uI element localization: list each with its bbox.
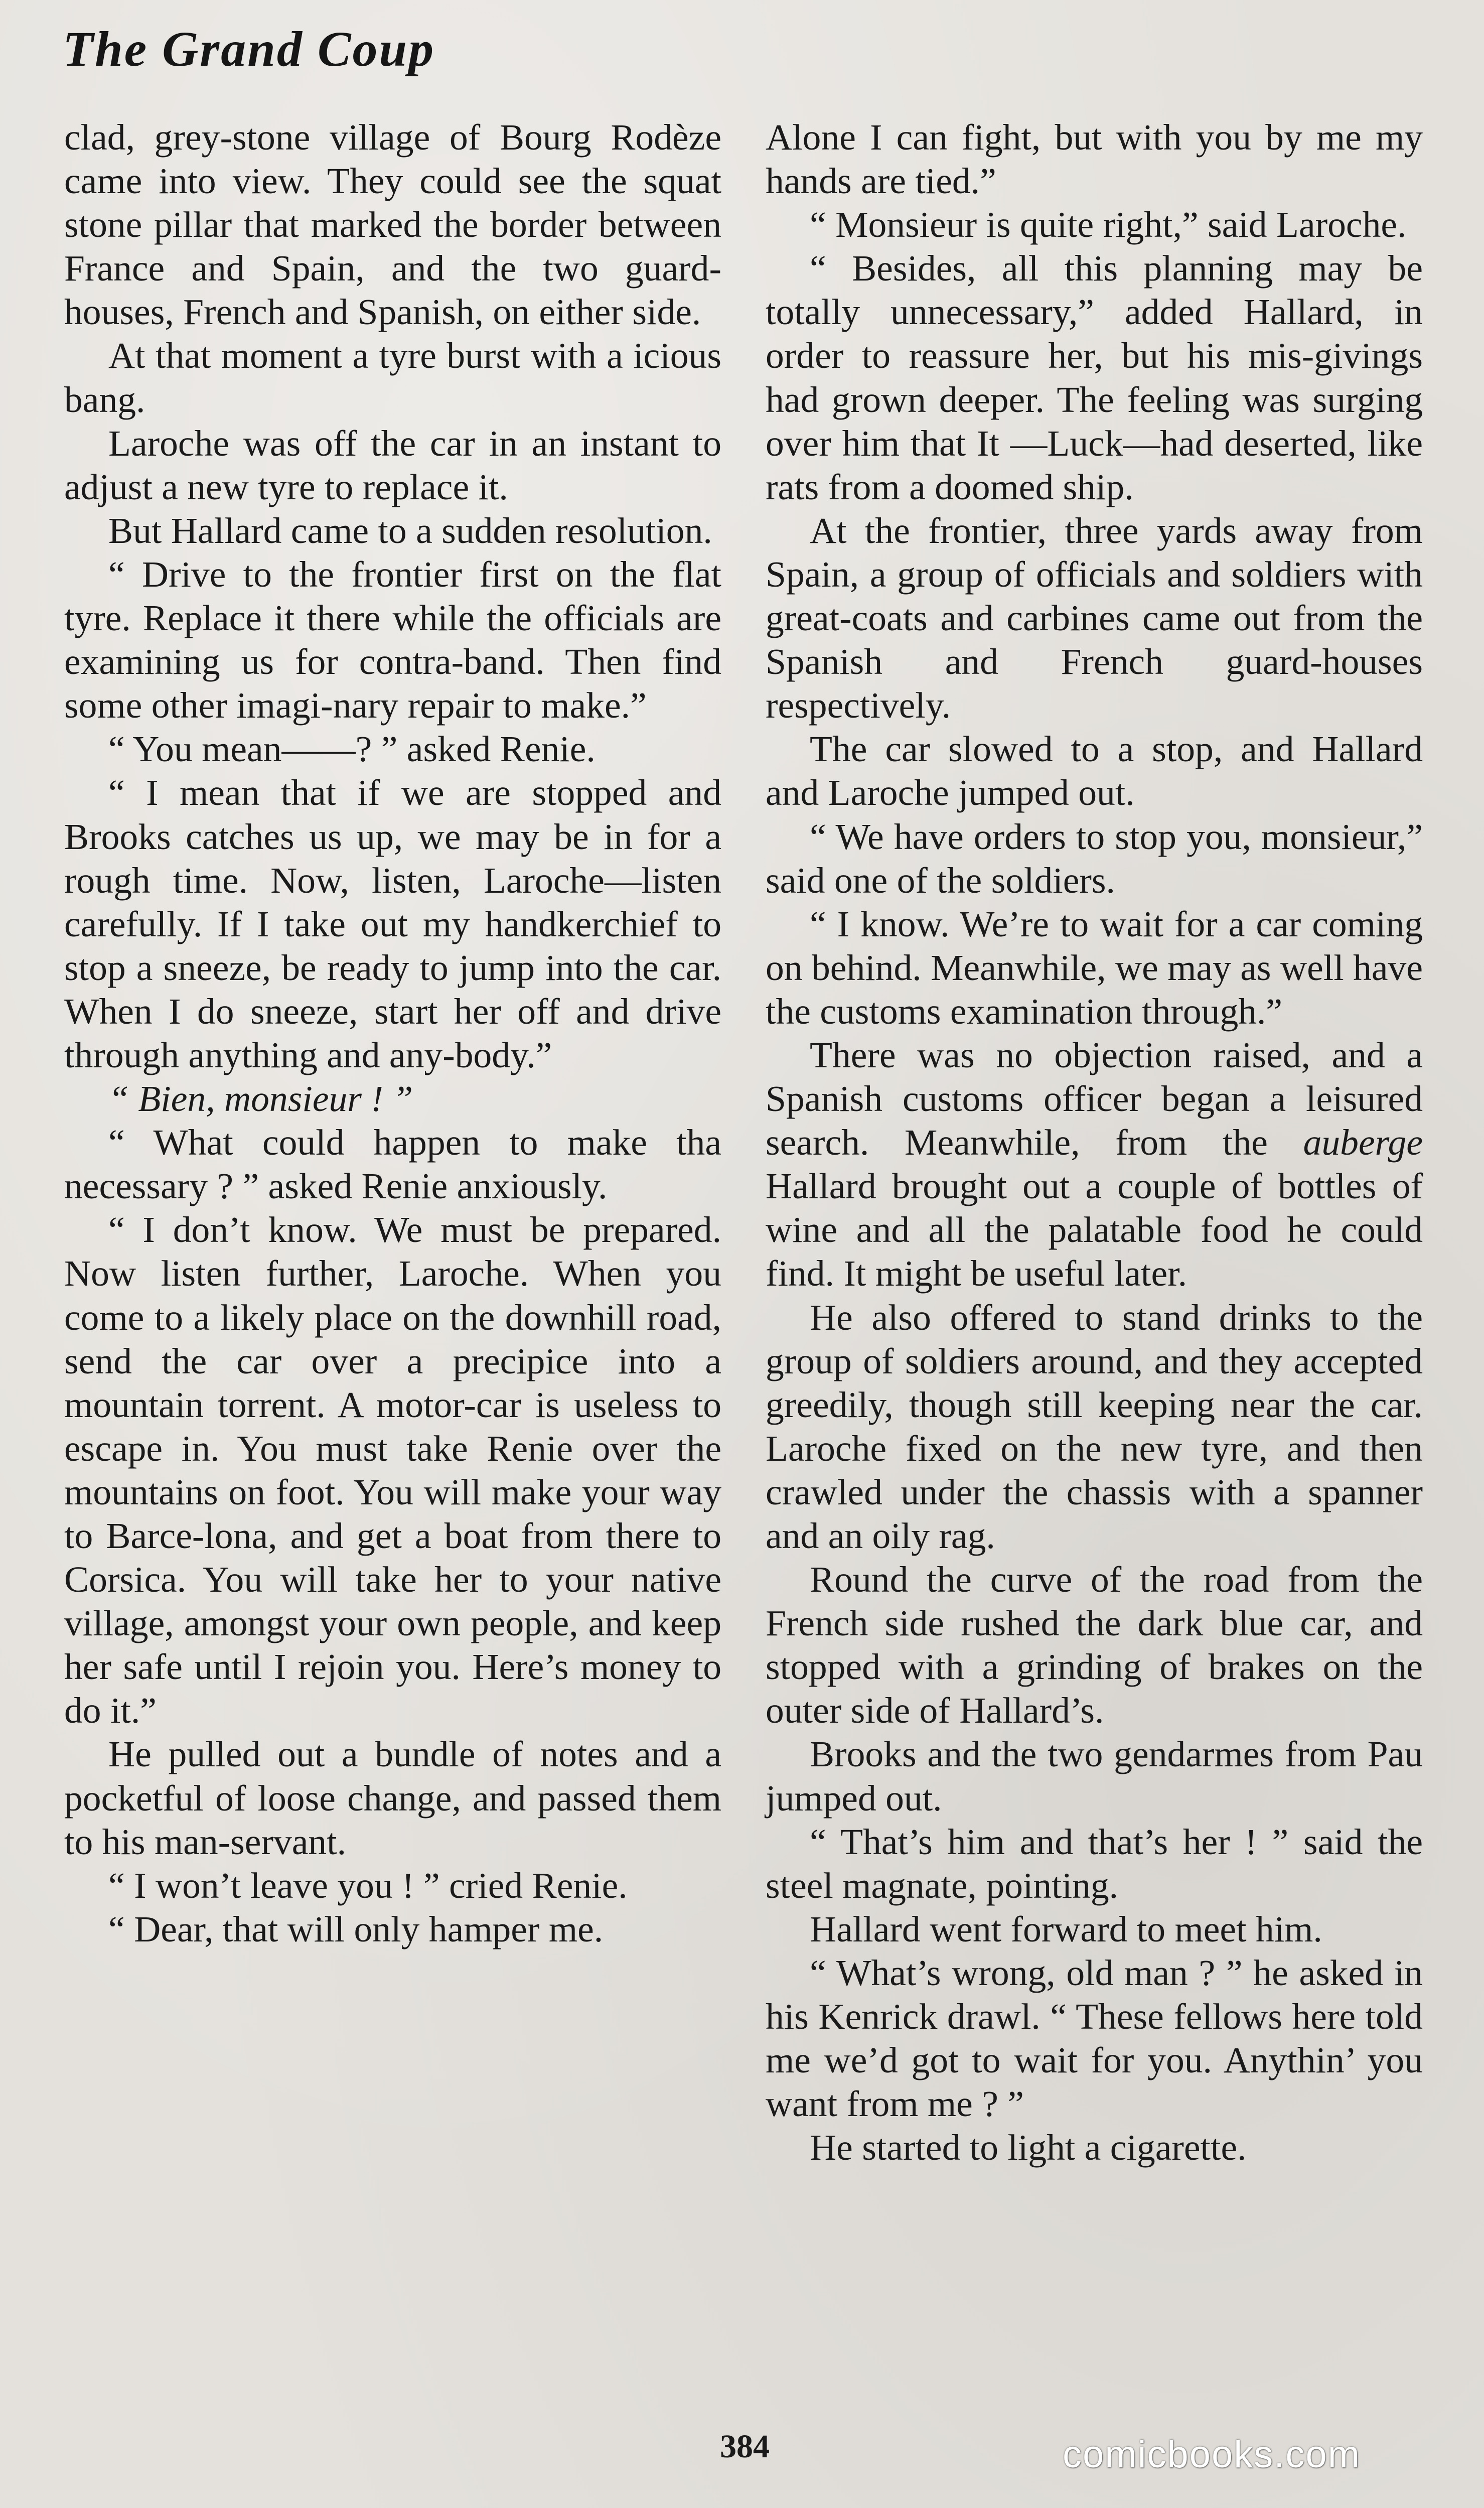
text-column-right — [766, 115, 1423, 2169]
paragraph: “ Dear, that will only hamper me. — [108, 1908, 604, 1949]
paragraph: “ That’s him and that’s her ! ” said the steel magnate, pointing. — [766, 1821, 1423, 1906]
paragraph: Laroche was off the car in an instant to adjust a new tyre to replace it. — [64, 422, 721, 507]
paragraph: At that moment a tyre burst with a icious bang. — [64, 335, 721, 420]
paragraph: “ Monsieur is quite right,” said Laroche. — [810, 204, 1407, 245]
paragraph: “ What could happen to make tha necessary ? ” asked Renie anxiously. — [64, 1122, 721, 1207]
paragraph: clad, grey-stone village of Bourg Rodèze came into view. They could see the squat stone pillar that marked the border between France and Spain, and the two guard-houses, French and Spanish, on either side. — [64, 116, 721, 333]
text-column-left — [64, 115, 721, 1951]
paragraph: “ Drive to the frontier first on the flat tyre. Replace it there while the officials are examining us for contra-band. Then find some other imagi-nary repair to make.” — [64, 553, 721, 726]
paragraph: He started to light a cigarette. — [810, 2127, 1247, 2168]
paragraph: Hallard went forward to meet him. — [810, 1908, 1322, 1949]
paragraph: Alone I can fight, but with you by me my hands are tied.” — [766, 116, 1423, 202]
paragraph: At the frontier, three yards away from Spain, a group of officials and soldiers with great-coats and carbines came out from the Spanish and French guard-houses respectively. — [766, 509, 1423, 726]
paragraph: “ I won’t leave you ! ” cried Renie. — [108, 1864, 628, 1906]
page-number: 384 — [720, 2428, 770, 2465]
paragraph: Round the curve of the road from the French side rushed the dark blue car, and stopped with a grinding of brakes on the outer side of Hallard’s. — [766, 1559, 1423, 1731]
paragraph: But Hallard came to a sudden resolution. — [108, 509, 712, 551]
paragraph: He also offered to stand drinks to the group of soldiers around, and they accepted greedily, though still keeping near the car. Laroche fixed on the new tyre, and then crawled under the chassis with a spanner and an oily rag. — [766, 1296, 1423, 1556]
paragraph: The car slowed to a stop, and Hallard and Laroche jumped out. — [766, 728, 1423, 813]
watermark: comicbooks.com — [1063, 2433, 1361, 2476]
paragraph: “ I mean that if we are stopped and Brooks catches us up, we may be in for a rough time. Now, listen, Laroche—listen carefully. If I take out my handkerchief to stop a sneeze, be ready to jump into the car. When I do sneeze, start her off and drive through anything and any-body.” — [64, 772, 721, 1075]
paragraph: “ I know. We’re to wait for a car coming on behind. Meanwhile, we may as well have the customs examination through.” — [766, 903, 1423, 1032]
paragraph: There was no objection raised, and a Spanish customs officer began a leisured search. Meanwhile, from the auberge Hallard brought out a couple of bottles of wine and all the palatable food he could find. It might be useful later. — [766, 1034, 1423, 1294]
paragraph: “ Besides, all this planning may be totally unnecessary,” added Hallard, in order to reassure her, but his mis-givings had grown deeper. The feeling was surging over him that It —Luck—had deserted, like rats from a doomed ship. — [766, 247, 1423, 507]
paragraph: “ Bien, monsieur ! ” — [108, 1078, 413, 1120]
running-title: The Grand Coup — [63, 21, 435, 77]
paragraph: He pulled out a bundle of notes and a pocketful of loose change, and passed them to his man-servant. — [64, 1733, 721, 1862]
paragraph: “ What’s wrong, old man ? ” he asked in his Kenrick drawl. “ These fellows here told me we’d got to wait for you. Anythin’ you want from me ? ” — [766, 1952, 1423, 2125]
paragraph: “ I don’t know. We must be prepared. Now listen further, Laroche. When you come to a likely place on the downhill road, send the car over a precipice into a mountain torrent. A motor-car is useless to escape in. You must take Renie over the mountains on foot. You will make your way to Barce-lona, and get a boat from there to Corsica. You will take her to your native village, amongst your own people, and keep her safe until I rejoin you. Here’s money to do it.” — [64, 1209, 721, 1731]
paragraph: “ You mean——? ” asked Renie. — [108, 728, 596, 770]
paragraph: Brooks and the two gendarmes from Pau jumped out. — [766, 1733, 1423, 1819]
italic-word: auberge — [1303, 1122, 1423, 1163]
paragraph: “ We have orders to stop you, monsieur,” said one of the soldiers. — [766, 815, 1423, 901]
